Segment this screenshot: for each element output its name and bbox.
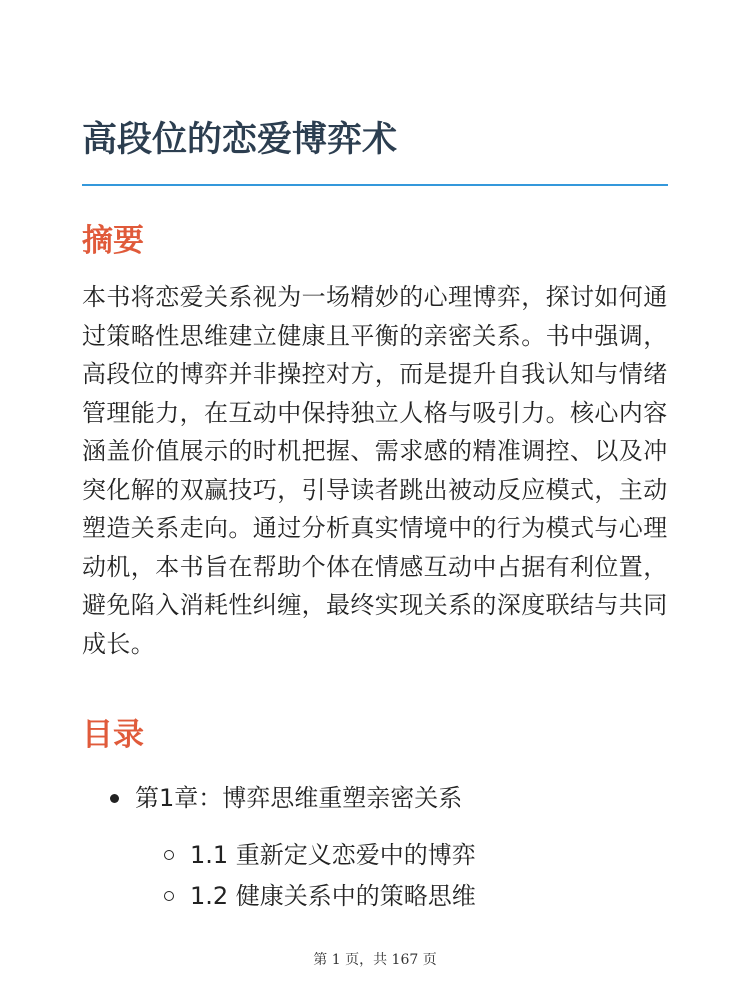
toc-heading: 目录 (82, 717, 144, 753)
summary-heading: 摘要 (82, 223, 144, 259)
page-title: 高段位的恋爱博弈术 (82, 120, 398, 160)
toc-chapter-1 (110, 781, 462, 815)
page-number-footer: 第 1 页，共 167 页 (313, 952, 437, 968)
toc-section-1-1-label: 1.1 重新定义恋爱中的博弈 (190, 841, 476, 869)
summary-paragraph: 本书将恋爱关系视为一场精妙的心理博弈，探讨如何通过策略性思维建立健康且平衡的亲密关系。书中强调，高段位的博弈并非操控对方，而是提升自我认知与情绪管理能力，在互动中保持独立人格与吸引力。核心内容涵盖价值展示的时机把握、需求感的精准调控、以及冲突化解的双赢技巧，引导读者跳出被动反应模式，主动塑造关系走向。通过分析真实情境中的行为模式与心理动机，本书旨在帮助个体在情感互动中占据有利位置，避免陷入消耗性纠缠，最终实现关系的深度联结与共同成长。 (82, 283, 668, 658)
bullet-circle-icon (164, 850, 174, 860)
toc-chapter-1-label: 第1章：博弈思维重塑亲密关系 (135, 784, 463, 812)
bullet-disc-icon (110, 794, 119, 803)
toc-section-1-2 (164, 879, 476, 913)
bullet-circle-icon (164, 891, 174, 901)
toc-section-1-2-label: 1.2 健康关系中的策略思维 (190, 882, 476, 910)
title-divider (82, 184, 668, 186)
toc-section-1-1 (164, 838, 476, 872)
